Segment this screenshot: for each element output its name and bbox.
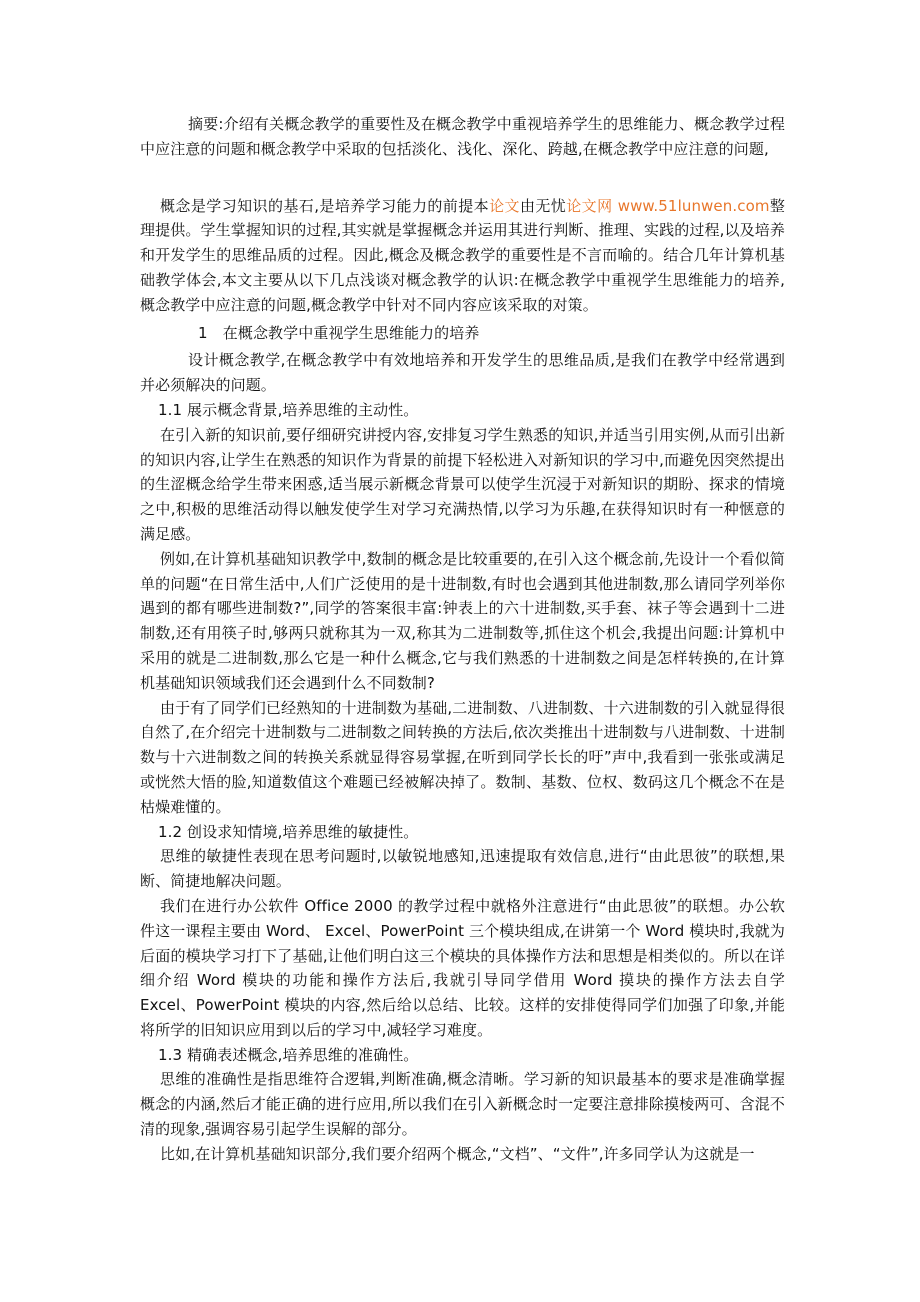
subsection-heading-1-1: 1.1 展示概念背景,培养思维的主动性。	[158, 400, 419, 419]
intro-text-post: 整理提供。学生掌握知识的过程,其实就是掌握概念并运用其进行判断、推理、实践的过程,以及培养和开发学生的思维品质的过程。因此,概念及概念教学的重要性是不言而喻的。结合几年计算机基础教学体会,本文主要从以下几点浅谈对概念教学的认识:在概念教学中重视学生思维能力的培养,概念教学中应注意的问题,概念教学中针对不同内容应该采取的对策。	[140, 196, 786, 314]
link-51lunwen-site[interactable]: 论文网 www.51lunwen.com	[566, 196, 770, 215]
section-heading-1: 1 在概念教学中重视学生思维能力的培养	[198, 323, 480, 342]
subsection-heading-1-3: 1.3 精确表述概念,培养思维的准确性。	[158, 1045, 419, 1064]
intro-text-pre: 概念是学习知识的基石,是培养学习能力的前提本	[160, 196, 490, 215]
spacer	[140, 162, 785, 194]
paragraph-1-1-c: 由于有了同学们已经熟知的十进制数为基础,二进制数、八进制数、十六进制数的引入就显得很自然了,在介绍完十进制数与二进制数之间转换的方法后,依次类推出十进制数与八进制数、十进制数与十六进制数之间的转换关系就显得容易掌握,在听到同学长长的吁”声中,我看到一张张或满足或恍然大悟的脸,知道数值这个难题已经被解决掉了。数制、基数、位权、数码这几个概念不在是枯燥难懂的。	[140, 698, 785, 816]
paragraph-1-3-b: 比如,在计算机基础知识部分,我们要介绍两个概念,“文档”、“文件”,许多同学认为这就是一	[160, 1144, 755, 1163]
paragraph-1-2-b: 我们在进行办公软件 Office 2000 的教学过程中就格外注意进行“由此思彼”的联想。办公软件这一课程主要由 Word、 Excel、PowerPoint 三个模块组成,在讲第一个 Word 模块时,我就为后面的模块学习打下了基础,让他们明白这三个模块的具体操作方法和思想是相类似的。所以在详细介绍 Word 模块的功能和操作方法后,我就引导同学借用 Word 摸块的操作方法去自学 Excel、PowerPoint 模块的内容,然后给以总结、比较。这样的安排使得同学们加强了印象,并能将所学的旧知识应用到以后的学习中,减轻学习难度。	[140, 896, 785, 1039]
section1-intro-paragraph: 设计概念教学,在概念教学中有效地培养和开发学生的思维品质,是我们在教学中经常遇到并必须解决的问题。	[140, 351, 785, 395]
paragraph-1-1-b: 例如,在计算机基础知识教学中,数制的概念是比较重要的,在引入这个概念前,先设计一个看似简单的问题“在日常生活中,人们广泛使用的是十进制数,有时也会遇到其他进制数,那么请同学列举你遇到的都有哪些进制数?”,同学的答案很丰富:钟表上的六十进制数,买手套、袜子等会遇到十二进制数,还有用筷子时,够两只就称其为一双,称其为二进制数等,抓住这个机会,我提出问题:计算机中采用的就是二进制数,那么它是一种什么概念,它与我们熟悉的十进制数之间是怎样转换的,在计算机基础知识领域我们还会遇到什么不同数制?	[140, 549, 785, 692]
document-body	[140, 112, 785, 1167]
paragraph-1-1-a: 在引入新的知识前,要仔细研究讲授内容,安排复习学生熟悉的知识,并适当引用实例,从而引出新的知识内容,让学生在熟悉的知识作为背景的前提下轻松进入对新知识的学习中,而避免因突然提出的生涩概念给学生带来困惑,适当展示新概念背景可以使学生沉浸于对新知识的期盼、探求的情境之中,积极的思维活动得以触发使学生对学习充满热情,以学习为乐趣,在获得知识时有一种惬意的满足感。	[140, 425, 785, 543]
subsection-heading-1-2: 1.2 创设求知情境,培养思维的敏捷性。	[158, 822, 419, 841]
link-lunwen[interactable]: 论文	[489, 196, 520, 215]
intro-text-mid: 由无忧	[519, 196, 567, 215]
paragraph-1-3-a: 思维的准确性是指思维符合逻辑,判断准确,概念清晰。学习新的知识最基本的要求是准确掌握概念的内涵,然后才能正确的进行应用,所以我们在引入新概念时一定要注意排除摸棱两可、含混不清的现象,强调容易引起学生误解的部分。	[140, 1070, 785, 1139]
abstract-paragraph: 摘要:介绍有关概念教学的重要性及在概念教学中重视培养学生的思维能力、概念教学过程中应注意的问题和概念教学中采取的包括淡化、浅化、深化、跨越,在概念教学中应注意的问题,	[140, 115, 785, 158]
paragraph-1-2-a: 思维的敏捷性表现在思考问题时,以敏锐地感知,迅速提取有效信息,进行“由此思彼”的联想,果断、简捷地解决问题。	[140, 847, 785, 891]
intro-paragraph	[140, 194, 785, 318]
